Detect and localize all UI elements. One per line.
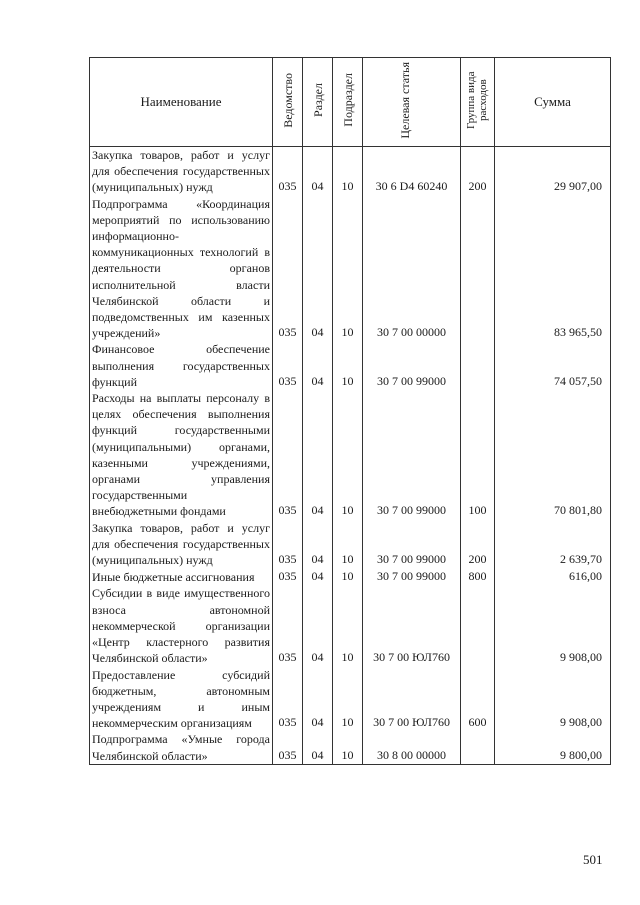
row-podrazdel: 10 bbox=[333, 341, 363, 390]
header-podrazdel bbox=[333, 58, 363, 147]
row-name: Предоставление субсидий бюджетным, автономным учреждениям и иным некоммерческим организациям bbox=[90, 667, 273, 732]
header-ved-label: Ведомство bbox=[280, 72, 295, 128]
row-summa: 616,00 bbox=[495, 568, 611, 585]
table-row bbox=[90, 390, 611, 520]
row-ved: 035 bbox=[273, 520, 303, 569]
row-ved: 035 bbox=[273, 585, 303, 666]
header-name: Наименование bbox=[90, 58, 273, 147]
row-ved: 035 bbox=[273, 731, 303, 764]
header-gruppa bbox=[461, 58, 495, 147]
row-name: Финансовое обеспечение выполнения государственных функций bbox=[90, 341, 273, 390]
row-celevaya: 30 8 00 00000 bbox=[363, 731, 461, 764]
row-ved: 035 bbox=[273, 667, 303, 732]
table-row bbox=[90, 196, 611, 342]
row-ved: 035 bbox=[273, 390, 303, 520]
row-podrazdel: 10 bbox=[333, 520, 363, 569]
row-gruppa: 200 bbox=[461, 147, 495, 196]
page-number: 501 bbox=[583, 852, 603, 867]
table-row bbox=[90, 147, 611, 196]
header-celevaya-label: Целевая статья bbox=[397, 61, 412, 139]
row-name: Подпрограмма «Умные города Челябинской области» bbox=[90, 731, 273, 764]
row-summa: 29 907,00 bbox=[495, 147, 611, 196]
row-ved: 035 bbox=[273, 341, 303, 390]
table-row bbox=[90, 520, 611, 569]
row-ved: 035 bbox=[273, 147, 303, 196]
budget-table bbox=[89, 57, 611, 765]
table-row bbox=[90, 341, 611, 390]
row-razdel: 04 bbox=[303, 147, 333, 196]
row-podrazdel: 10 bbox=[333, 196, 363, 342]
header-podrazdel-label: Подраздел bbox=[340, 73, 355, 127]
row-ved: 035 bbox=[273, 196, 303, 342]
row-name: Закупка товаров, работ и услуг для обеспечения государственных (муниципальных) нужд bbox=[90, 520, 273, 569]
row-celevaya: 30 7 00 99000 bbox=[363, 568, 461, 585]
header-celevaya bbox=[363, 58, 461, 147]
row-razdel: 04 bbox=[303, 341, 333, 390]
header-summa: Сумма bbox=[495, 58, 611, 147]
row-ved: 035 bbox=[273, 568, 303, 585]
table-header-row bbox=[90, 58, 611, 147]
row-summa: 9 908,00 bbox=[495, 667, 611, 732]
row-celevaya: 30 7 00 99000 bbox=[363, 390, 461, 520]
row-name: Расходы на выплаты персоналу в целях обеспечения выполнения функций государственными (муниципальными) органами, казенными учреждениями, органами управления государственными внебюджетными фондами bbox=[90, 390, 273, 520]
row-gruppa: 600 bbox=[461, 667, 495, 732]
row-podrazdel: 10 bbox=[333, 390, 363, 520]
row-summa: 9 800,00 bbox=[495, 731, 611, 764]
row-gruppa bbox=[461, 341, 495, 390]
row-name: Субсидии в виде имущественного взноса автономной некоммерческой организации «Центр кластерного развития Челябинской области» bbox=[90, 585, 273, 666]
row-razdel: 04 bbox=[303, 520, 333, 569]
row-razdel: 04 bbox=[303, 585, 333, 666]
table-row bbox=[90, 667, 611, 732]
row-celevaya: 30 7 00 99000 bbox=[363, 520, 461, 569]
row-podrazdel: 10 bbox=[333, 585, 363, 666]
row-celevaya: 30 7 00 ЮЛ760 bbox=[363, 667, 461, 732]
row-summa: 70 801,80 bbox=[495, 390, 611, 520]
row-celevaya: 30 6 D4 60240 bbox=[363, 147, 461, 196]
row-razdel: 04 bbox=[303, 667, 333, 732]
row-summa: 74 057,50 bbox=[495, 341, 611, 390]
row-razdel: 04 bbox=[303, 196, 333, 342]
table-row bbox=[90, 731, 611, 764]
header-razdel bbox=[303, 58, 333, 147]
row-celevaya: 30 7 00 99000 bbox=[363, 341, 461, 390]
table-row bbox=[90, 585, 611, 666]
row-summa: 2 639,70 bbox=[495, 520, 611, 569]
row-name: Иные бюджетные ассигнования bbox=[90, 568, 273, 585]
row-summa: 83 965,50 bbox=[495, 196, 611, 342]
header-gruppa-label: Группа вида расходов bbox=[464, 71, 489, 129]
row-podrazdel: 10 bbox=[333, 731, 363, 764]
row-name: Подпрограмма «Координация мероприятий по использованию информационно-коммуникационных технологий в деятельности органов исполнительной власти Челябинской области и подведомственных им казенных учреждений» bbox=[90, 196, 273, 342]
row-celevaya: 30 7 00 00000 bbox=[363, 196, 461, 342]
row-gruppa bbox=[461, 731, 495, 764]
row-razdel: 04 bbox=[303, 568, 333, 585]
row-razdel: 04 bbox=[303, 390, 333, 520]
row-celevaya: 30 7 00 ЮЛ760 bbox=[363, 585, 461, 666]
header-ved bbox=[273, 58, 303, 147]
header-razdel-label: Раздел bbox=[310, 83, 325, 117]
row-podrazdel: 10 bbox=[333, 667, 363, 732]
row-gruppa bbox=[461, 196, 495, 342]
row-razdel: 04 bbox=[303, 731, 333, 764]
row-podrazdel: 10 bbox=[333, 568, 363, 585]
row-summa: 9 908,00 bbox=[495, 585, 611, 666]
row-gruppa: 100 bbox=[461, 390, 495, 520]
row-gruppa: 200 bbox=[461, 520, 495, 569]
row-name: Закупка товаров, работ и услуг для обеспечения государственных (муниципальных) нужд bbox=[90, 147, 273, 196]
row-podrazdel: 10 bbox=[333, 147, 363, 196]
table-row bbox=[90, 568, 611, 585]
row-gruppa: 800 bbox=[461, 568, 495, 585]
row-gruppa bbox=[461, 585, 495, 666]
